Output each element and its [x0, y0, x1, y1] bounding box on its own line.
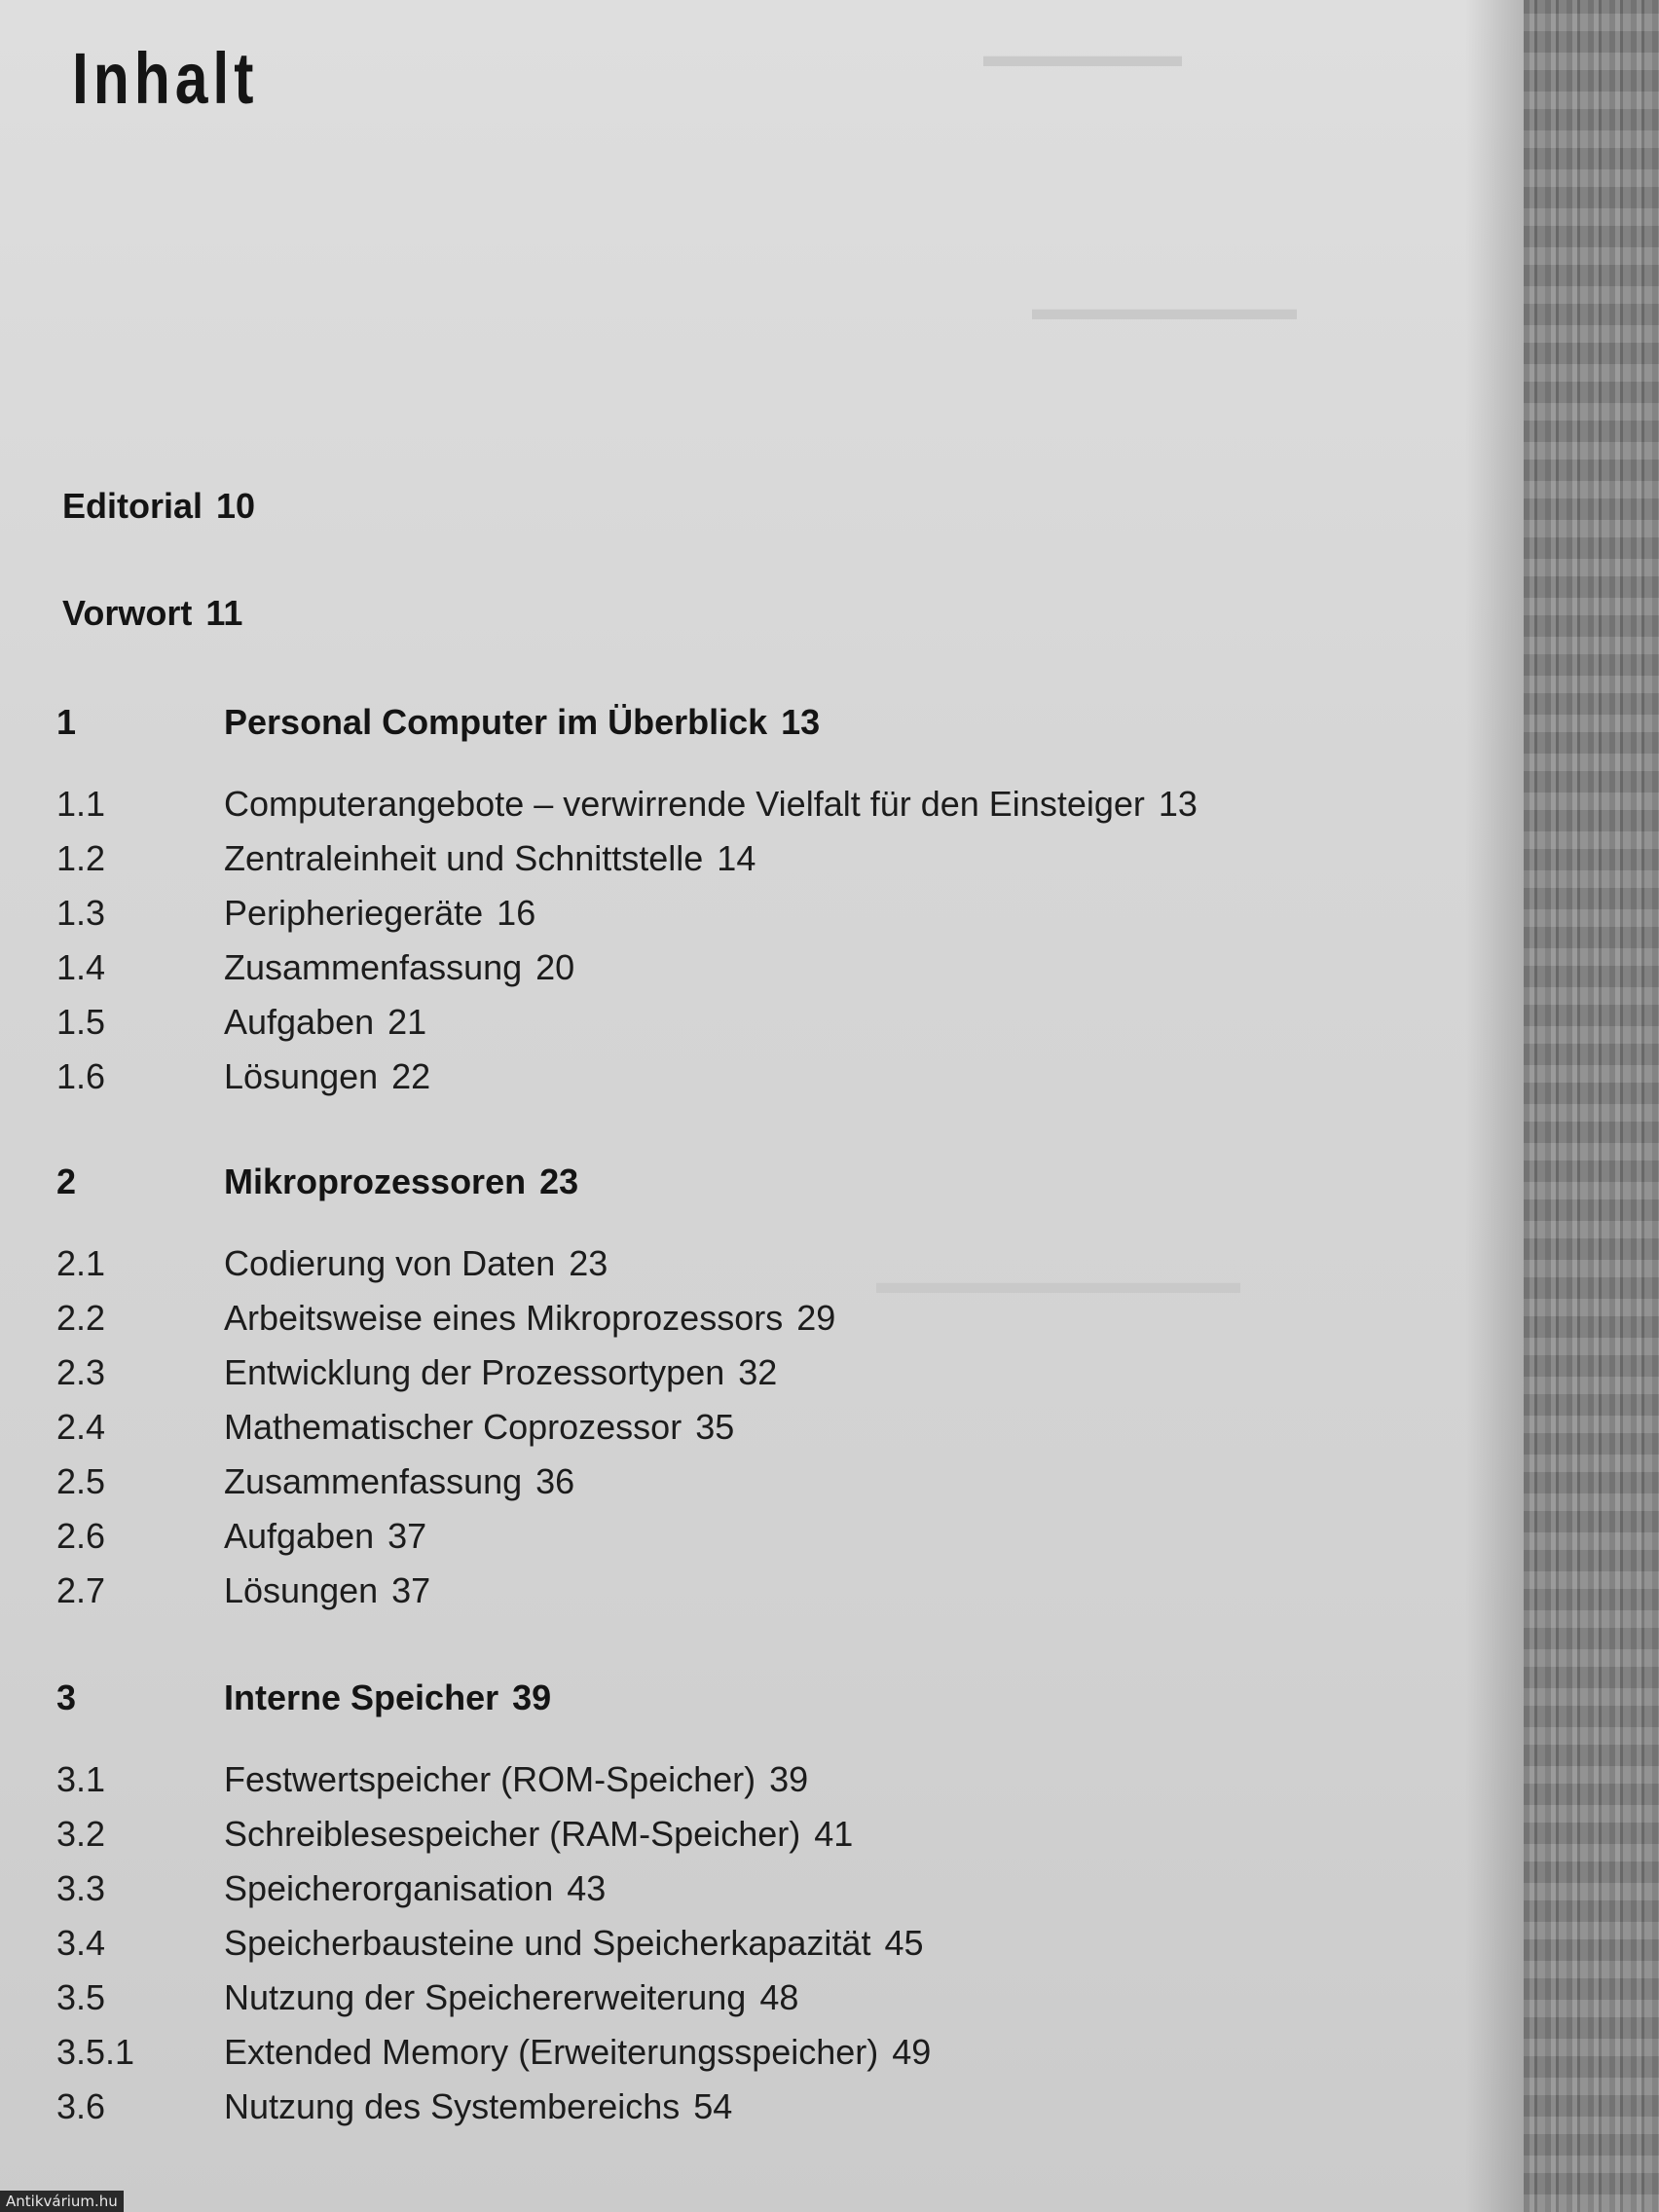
section-title: Nutzung der Speichererweiterung [224, 1977, 747, 2017]
page-number: 22 [391, 1056, 431, 1096]
front-matter-title-line [62, 486, 256, 526]
chapter-entry [56, 702, 1419, 748]
section-number: 2.5 [56, 1461, 106, 1501]
page-number: 21 [387, 1002, 427, 1042]
chapter-title: Mikroprozessoren [224, 1161, 527, 1201]
chapter-number: 1 [56, 702, 77, 742]
chapter-title-line [224, 1677, 552, 1717]
section-entry [56, 1352, 1419, 1398]
page-number: 16 [497, 893, 536, 933]
section-entry [56, 1298, 1419, 1344]
section-number: 1.5 [56, 1002, 106, 1042]
front-matter-entry [62, 593, 1425, 639]
section-title: Mathematischer Coprozessor [224, 1407, 682, 1447]
section-entry [56, 2032, 1419, 2078]
section-title: Extended Memory (Erweiterungsspeicher) [224, 2032, 879, 2072]
section-entry [56, 838, 1419, 884]
section-number: 2.1 [56, 1243, 106, 1283]
section-title: Peripheriegeräte [224, 893, 484, 933]
page-number: 35 [695, 1407, 735, 1447]
section-title: Lösungen [224, 1056, 379, 1096]
section-entry [56, 2086, 1419, 2132]
section-entry [56, 1923, 1419, 1969]
section-title: Nutzung des Systembereichs [224, 2086, 681, 2126]
section-title: Zusammenfassung [224, 947, 523, 987]
section-title-line [224, 784, 1198, 824]
page-number: 48 [759, 1977, 799, 2017]
page-number: 32 [738, 1352, 778, 1392]
front-matter-title-line [62, 593, 243, 633]
section-entry [56, 784, 1419, 830]
page-number: 11 [205, 593, 243, 633]
section-entry [56, 1868, 1419, 1914]
section-title: Aufgaben [224, 1002, 375, 1042]
section-entry [56, 947, 1419, 993]
section-number: 3.3 [56, 1868, 106, 1908]
section-entry [56, 1407, 1419, 1453]
front-matter-entry [62, 486, 1425, 532]
section-title-line [224, 1002, 427, 1042]
page-number: 37 [387, 1516, 427, 1556]
section-entry [56, 1759, 1419, 1805]
front-matter-title: Editorial [62, 486, 203, 526]
page-number: 29 [796, 1298, 836, 1338]
chapter-number: 2 [56, 1161, 77, 1201]
bleed-through-text: ▬▬▬▬▬▬ [983, 37, 1182, 74]
section-title: Arbeitsweise eines Mikroprozessors [224, 1298, 784, 1338]
section-title-line [224, 1923, 924, 1963]
section-number: 2.4 [56, 1407, 106, 1447]
section-title: Speicherbausteine und Speicherkapazität [224, 1923, 871, 1963]
page-number: 20 [535, 947, 575, 987]
section-title: Entwicklung der Prozessortypen [224, 1352, 725, 1392]
section-title-line [224, 2086, 733, 2126]
chapter-title: Interne Speicher [224, 1677, 499, 1717]
section-title: Aufgaben [224, 1516, 375, 1556]
section-number: 3.2 [56, 1814, 106, 1854]
page-number: 14 [717, 838, 756, 878]
page-title: Inhalt [72, 38, 259, 119]
page-number: 37 [391, 1570, 431, 1610]
section-title: Speicherorganisation [224, 1868, 554, 1908]
section-title-line [224, 1461, 575, 1501]
section-entry [56, 1002, 1419, 1048]
page-number: 23 [539, 1161, 579, 1201]
section-title-line [224, 1352, 778, 1392]
front-matter-title: Vorwort [62, 593, 193, 633]
section-number: 2.6 [56, 1516, 106, 1556]
section-number: 3.5 [56, 1977, 106, 2017]
section-entry [56, 1461, 1419, 1507]
section-title: Lösungen [224, 1570, 379, 1610]
section-number: 1.6 [56, 1056, 106, 1096]
section-number: 1.2 [56, 838, 106, 878]
page-number: 54 [693, 2086, 733, 2126]
bleed-through-text: ▬▬▬▬▬▬▬▬ [1032, 290, 1297, 327]
section-title-line [224, 2032, 932, 2072]
section-title-line [224, 1814, 854, 1854]
section-title-line [224, 893, 536, 933]
section-title-line [224, 1759, 809, 1799]
page-number: 49 [892, 2032, 932, 2072]
section-title: Codierung von Daten [224, 1243, 556, 1283]
section-number: 3.1 [56, 1759, 106, 1799]
chapter-title-line [224, 702, 821, 742]
section-entry [56, 1056, 1419, 1102]
page-number: 36 [535, 1461, 575, 1501]
section-number: 1.3 [56, 893, 106, 933]
section-number: 2.2 [56, 1298, 106, 1338]
section-number: 3.5.1 [56, 2032, 135, 2072]
section-number: 3.4 [56, 1923, 106, 1963]
section-title-line [224, 1243, 608, 1283]
page-number: 39 [512, 1677, 552, 1717]
section-entry [56, 1516, 1419, 1562]
page-gutter-shadow [1465, 0, 1524, 2212]
section-number: 2.7 [56, 1570, 106, 1610]
page-number: 45 [884, 1923, 924, 1963]
section-number: 2.3 [56, 1352, 106, 1392]
section-entry [56, 1814, 1419, 1860]
section-title-line [224, 947, 575, 987]
section-entry [56, 1243, 1419, 1289]
section-number: 1.4 [56, 947, 106, 987]
section-entry [56, 1570, 1419, 1616]
page-number: 39 [769, 1759, 809, 1799]
section-number: 1.1 [56, 784, 106, 824]
section-title-line [224, 1570, 431, 1610]
page-number: 43 [567, 1868, 607, 1908]
chapter-entry [56, 1677, 1419, 1723]
section-number: 3.6 [56, 2086, 106, 2126]
watermark: Antikvárium.hu [0, 2191, 124, 2212]
page-number: 41 [814, 1814, 854, 1854]
chapter-entry [56, 1161, 1419, 1207]
section-title-line [224, 1516, 427, 1556]
section-entry [56, 893, 1419, 939]
page-number: 13 [1158, 784, 1198, 824]
section-title-line [224, 1868, 607, 1908]
chapter-title-line [224, 1161, 579, 1201]
section-title: Zentraleinheit und Schnittstelle [224, 838, 704, 878]
section-entry [56, 1977, 1419, 2023]
page-number: 10 [216, 486, 256, 526]
section-title-line [224, 1298, 836, 1338]
section-title-line [224, 838, 756, 878]
page-number: 13 [781, 702, 821, 742]
section-title: Computerangebote – verwirrende Vielfalt für den Einsteiger [224, 784, 1145, 824]
section-title: Festwertspeicher (ROM-Speicher) [224, 1759, 756, 1799]
section-title-line [224, 1977, 799, 2017]
section-title: Zusammenfassung [224, 1461, 523, 1501]
section-title-line [224, 1407, 735, 1447]
bleed-through-text: ▬▬▬▬▬▬▬▬▬▬▬ [876, 1264, 1240, 1301]
chapter-number: 3 [56, 1677, 77, 1717]
page-number: 23 [569, 1243, 608, 1283]
chapter-title: Personal Computer im Überblick [224, 702, 768, 742]
book-binding [1524, 0, 1659, 2212]
section-title: Schreiblesespeicher (RAM-Speicher) [224, 1814, 801, 1854]
section-title-line [224, 1056, 431, 1096]
